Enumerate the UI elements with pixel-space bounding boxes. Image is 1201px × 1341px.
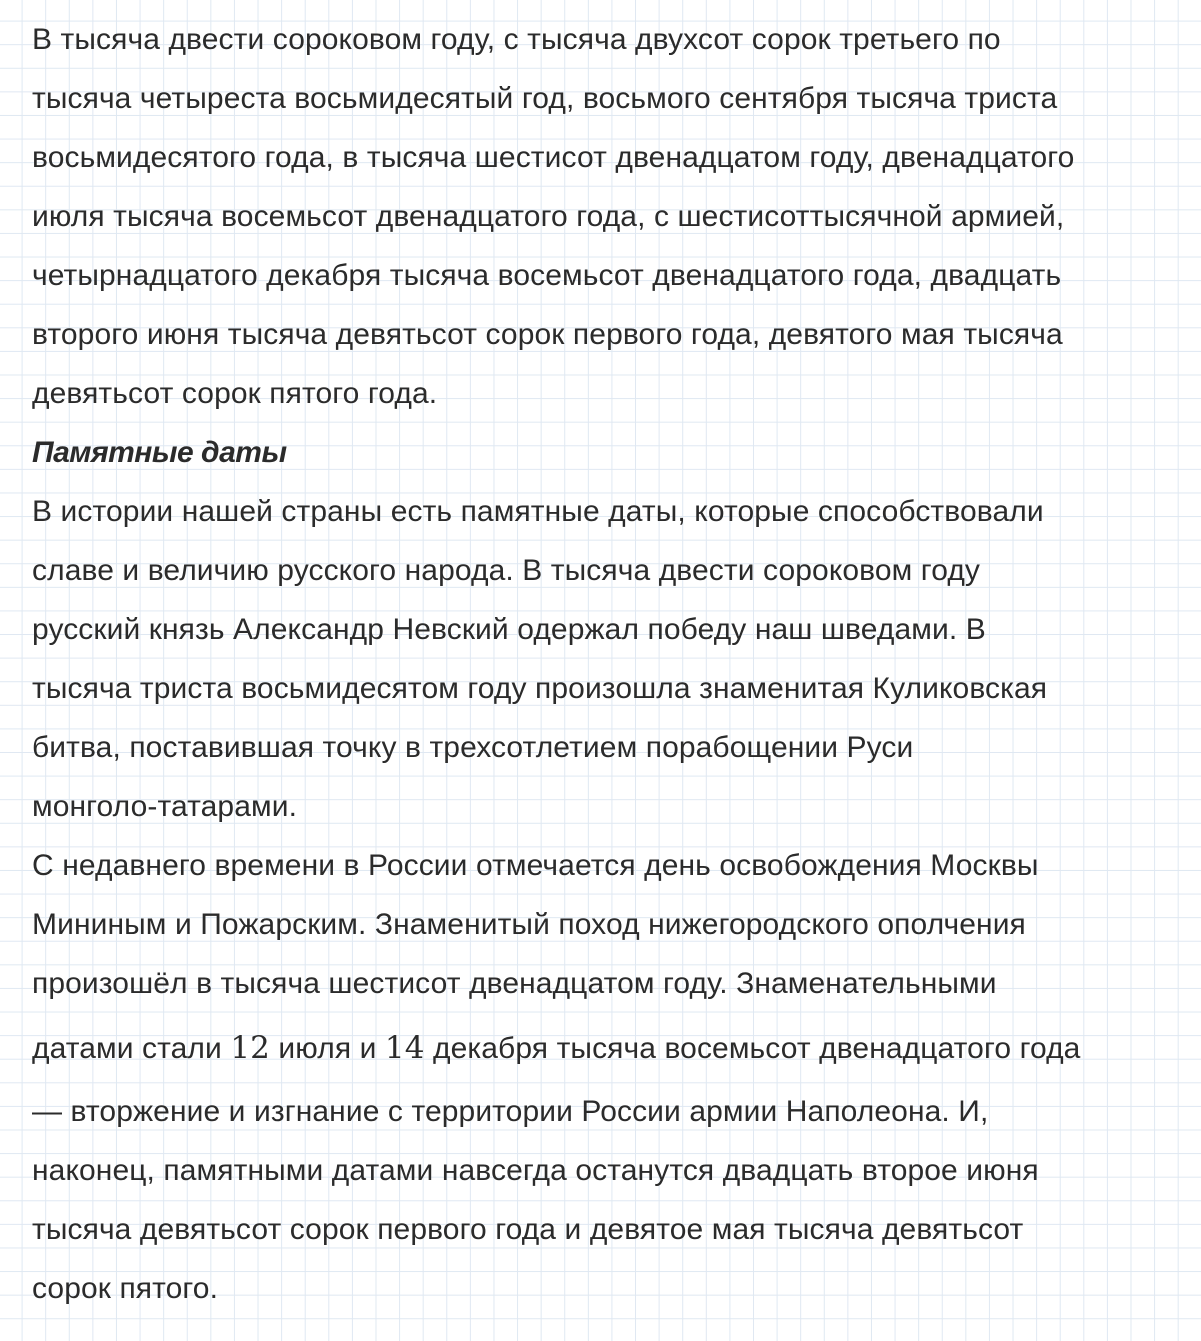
text-line: битва, поставившая точку в трехсотлетием порабощении Руси: [32, 731, 914, 764]
text-line: русский князь Александр Невский одержал победу наш шведами. В: [32, 613, 986, 646]
text-line: произошёл в тысяча шестисот двенадцатом году. Знаменательными: [32, 967, 997, 1000]
text-fragment: датами стали: [32, 1032, 231, 1065]
text-fragment: июля и: [269, 1032, 385, 1065]
text-line: второго июня тысяча девятьсот сорок первого года, девятого мая тысяча: [32, 318, 1063, 351]
text-line: тысяча девятьсот сорок первого года и девятое мая тысяча девятьсот: [32, 1213, 1024, 1246]
text-line: четырнадцатого декабря тысяча восемьсот двенадцатого года, двадцать: [32, 259, 1062, 292]
text-line: [32, 1030, 1080, 1067]
text-line: сорок пятого.: [32, 1272, 219, 1305]
section-heading: Памятные даты: [32, 436, 287, 469]
text-line: девятьсот сорок пятого года.: [32, 377, 438, 410]
text-line: наконец, памятными датами навсегда останутся двадцать второе июня: [32, 1154, 1039, 1187]
text-line: июля тысяча восемьсот двенадцатого года, с шестисоттысячной армией,: [32, 200, 1065, 233]
text-line: тысяча четыреста восьмидесятый год, восьмого сентября тысяча триста: [32, 82, 1058, 115]
text-line: — вторжение и изгнание с территории России армии Наполеона. И,: [32, 1095, 989, 1128]
text-line: Мининым и Пожарским. Знаменитый поход нижегородского ополчения: [32, 908, 1026, 941]
text-line: С недавнего времени в России отмечается день освобождения Москвы: [32, 849, 1039, 882]
text-line: тысяча триста восьмидесятом году произошла знаменитая Куликовская: [32, 672, 1048, 705]
date-number: 14: [384, 1030, 425, 1066]
date-number: 12: [230, 1030, 270, 1066]
text-line: монголо-татарами.: [32, 790, 298, 823]
text-line: славе и величию русского народа. В тысяча двести сороковом году: [32, 554, 981, 587]
text-line: В тысяча двести сороковом году, с тысяча двухсот сорок третьего по: [32, 23, 1001, 56]
text-fragment: декабря тысяча восемьсот двенадцатого года: [424, 1032, 1081, 1065]
text-line: восьмидесятого года, в тысяча шестисот двенадцатом году, двенадцатого: [32, 141, 1075, 174]
text-line: В истории нашей страны есть памятные даты, которые способствовали: [32, 495, 1044, 528]
